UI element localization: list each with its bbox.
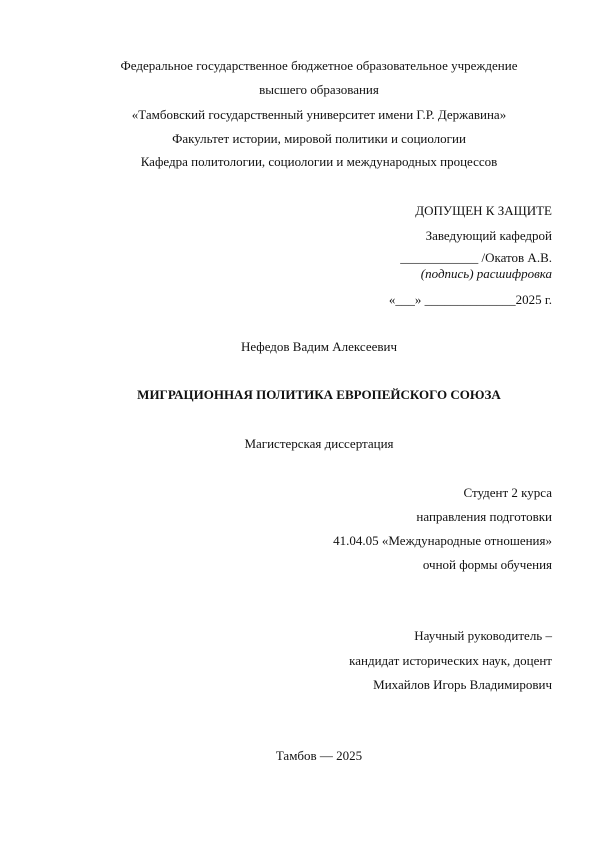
author-name: Нефедов Вадим Алексеевич <box>240 339 398 354</box>
approval-position: Заведующий кафедрой <box>425 228 552 243</box>
supervisor-label: Научный руководитель – <box>414 628 552 643</box>
student-direction-code: 41.04.05 «Международные отношения» <box>333 533 552 548</box>
student-course: Студент 2 курса <box>463 485 552 500</box>
approval-title: ДОПУЩЕН К ЗАЩИТЕ <box>415 203 552 218</box>
faculty-name: Факультет истории, мировой политики и социологии <box>172 131 466 146</box>
institution-line-2: высшего образования <box>259 82 379 97</box>
supervisor-degree: кандидат исторических наук, доцент <box>349 653 552 668</box>
thesis-type: Магистерская диссертация <box>244 436 394 451</box>
supervisor-name: Михайлов Игорь Владимирович <box>373 677 552 692</box>
approval-signature-hint: (подпись) расшифровка <box>420 266 552 281</box>
approval-date-line: «___» ______________2025 г. <box>388 292 552 307</box>
department-name: Кафедра политологии, социологии и международных процессов <box>140 154 498 169</box>
approval-signature-line: ____________ /Окатов А.В. <box>400 250 552 265</box>
institution-line-1: Федеральное государственное бюджетное образовательное учреждение <box>120 58 518 73</box>
thesis-title: МИГРАЦИОННАЯ ПОЛИТИКА ЕВРОПЕЙСКОГО СОЮЗА <box>137 387 501 402</box>
student-direction-label: направления подготовки <box>416 509 552 524</box>
student-study-form: очной формы обучения <box>422 557 552 572</box>
institution-line-3: «Тамбовский государственный университет имени Г.Р. Державина» <box>131 107 507 122</box>
city-year: Тамбов — 2025 <box>275 748 363 763</box>
